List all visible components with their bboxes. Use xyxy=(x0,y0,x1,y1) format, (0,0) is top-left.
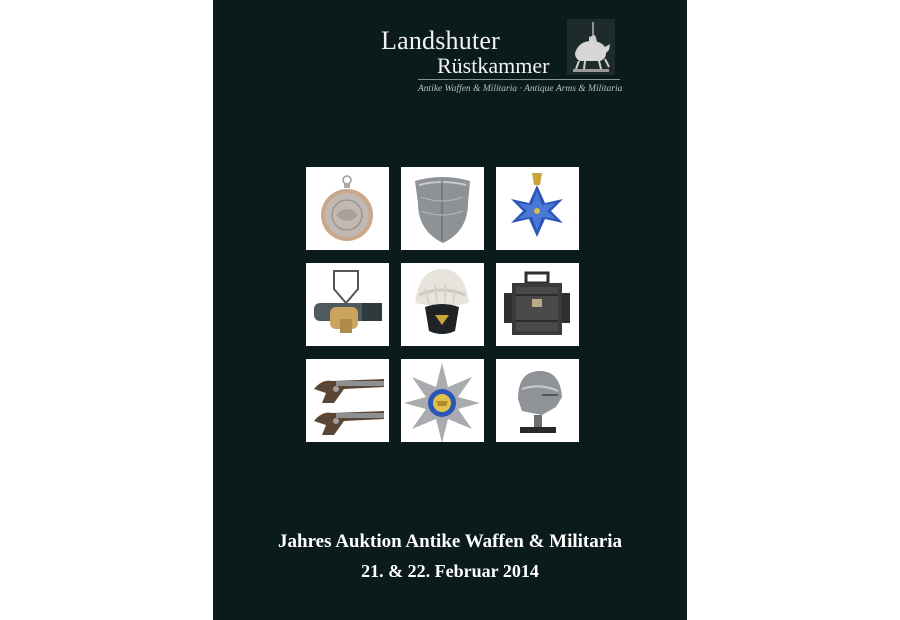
brand-name-line2: Rüstkammer xyxy=(437,53,550,78)
iron-chest-icon xyxy=(496,263,579,346)
order-star-icon xyxy=(401,359,484,442)
brand-tagline: Antike Waffen & Militaria · Antique Arms & Militaria xyxy=(418,84,623,94)
plumed-helmet-icon xyxy=(401,263,484,346)
pocket-watch-icon xyxy=(306,167,389,250)
helmet-cover-icon xyxy=(306,263,389,346)
brand-name-line1: Landshuter xyxy=(381,26,500,55)
brand-divider xyxy=(418,79,620,80)
catalog-cover xyxy=(213,0,687,620)
item-photo-grid xyxy=(306,167,579,442)
pour-le-merite-cross-icon xyxy=(496,167,579,250)
armet-helmet-icon xyxy=(496,359,579,442)
auction-date: 21. & 22. Februar 2014 xyxy=(361,561,539,581)
flintlock-pistols-icon xyxy=(306,359,389,442)
knight-logo-icon xyxy=(567,19,615,75)
auction-title: Jahres Auktion Antike Waffen & Militaria xyxy=(278,531,622,552)
breastplate-armor-icon xyxy=(401,167,484,250)
